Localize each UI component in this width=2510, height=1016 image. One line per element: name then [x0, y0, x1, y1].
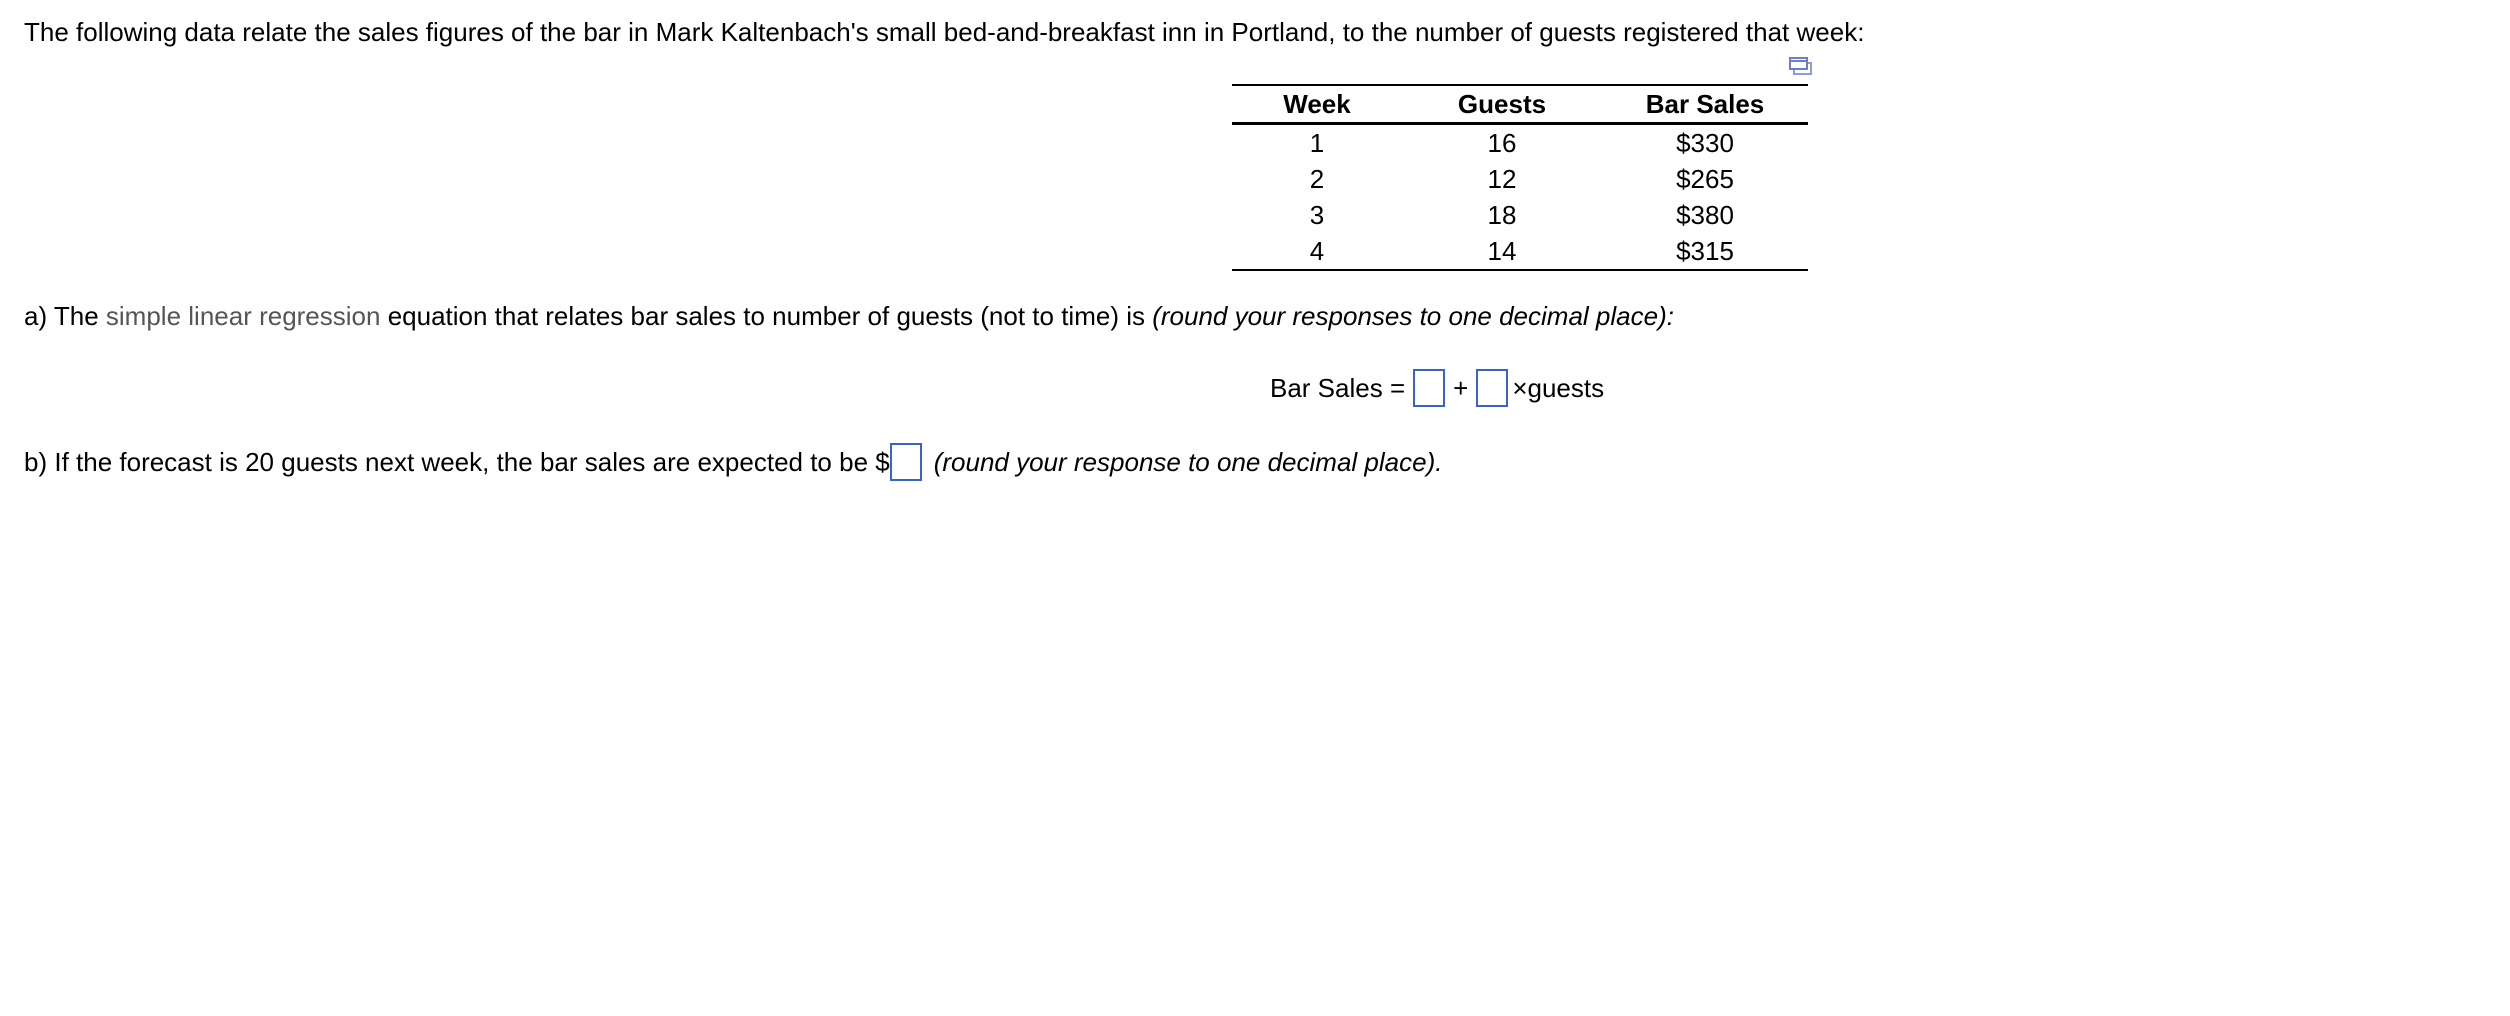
bar-sales-forecast-input[interactable] [890, 443, 922, 481]
table-row [1232, 233, 1808, 270]
question-part-b [24, 440, 1442, 484]
header-bar-sales: Bar Sales [1602, 85, 1808, 124]
problem-intro: The following data relate the sales figures of the bar in Mark Kaltenbach's small bed-and-breakfast inn in Portland, to the number of guests registered that week: [24, 17, 1865, 47]
cell-guests: 16 [1487, 127, 1517, 158]
part-a-instruction: (round your responses to one decimal place): [1152, 301, 1674, 331]
slope-input[interactable] [1476, 369, 1508, 407]
cell-week: 4 [1232, 233, 1402, 270]
data-table [1232, 84, 1808, 271]
part-a-middle: equation that relates bar sales to number of guests (not to time) is [380, 301, 1153, 331]
question-part-a [24, 298, 1674, 334]
table-row [1232, 124, 1808, 162]
copy-table-icon[interactable] [1788, 55, 1816, 79]
cell-guests: 14 [1402, 233, 1602, 270]
cell-guests: 12 [1487, 163, 1517, 194]
cell-week: 3 [1309, 199, 1325, 230]
header-guests: Guests [1402, 85, 1602, 124]
cell-bar-sales: $315 [1602, 233, 1808, 270]
cell-bar-sales: $330 [1676, 127, 1734, 158]
table-row [1232, 197, 1808, 233]
header-week: Week [1232, 85, 1402, 124]
cell-week: 1 [1309, 127, 1325, 158]
cell-week: 2 [1309, 163, 1325, 194]
part-a-prefix: a) The [24, 301, 106, 331]
part-b-instruction: (round your response to one decimal place). [933, 446, 1443, 477]
equation-suffix: ×guests [1512, 372, 1605, 403]
intercept-input[interactable] [1413, 369, 1445, 407]
regression-equation [1270, 366, 1604, 410]
simple-linear-regression-link[interactable]: simple linear regression [105, 301, 381, 331]
table-header-row [1232, 85, 1808, 124]
cell-guests: 18 [1487, 199, 1517, 230]
cell-bar-sales: $265 [1676, 163, 1734, 194]
equation-label: Bar Sales = [1270, 372, 1406, 403]
part-b-prefix: b) If the forecast is 20 guests next week, the bar sales are expected to be $ [24, 446, 890, 477]
table-row [1232, 161, 1808, 197]
equation-plus: + [1453, 372, 1469, 403]
cell-bar-sales: $380 [1676, 199, 1734, 230]
